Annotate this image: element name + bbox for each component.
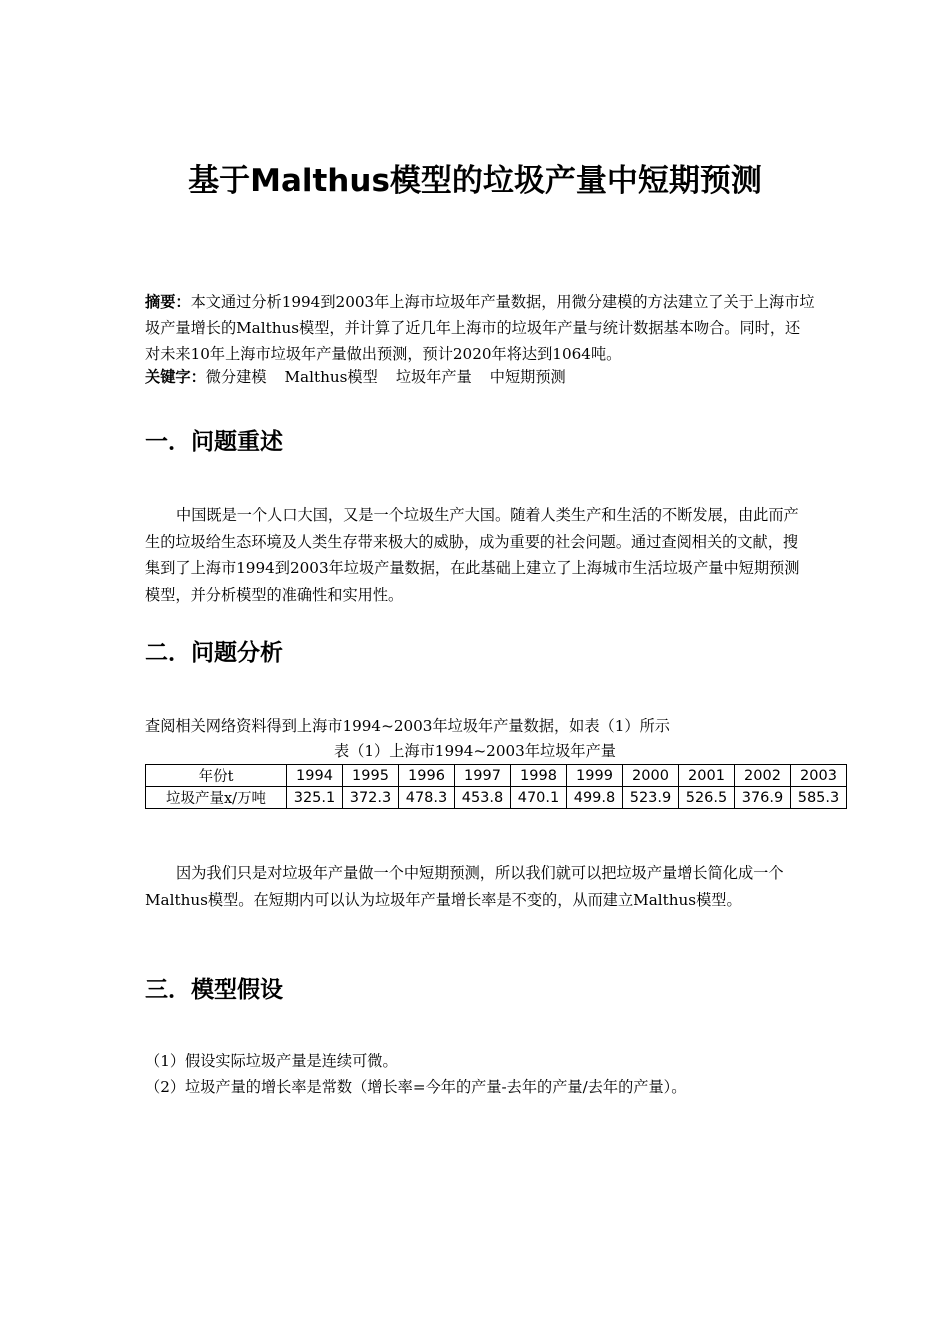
abstract-label: 摘要： <box>145 293 191 311</box>
section-paragraph: 因为我们只是对垃圾年产量做一个中短期预测，所以我们就可以把垃圾产量增长简化成一个Malthus模型。在短期内可以认为垃圾年产量增长率是不变的，从而建立Malthus模型。 <box>145 864 784 909</box>
table-cell: 453.8 <box>455 787 511 809</box>
table-cell: 2002 <box>735 765 791 787</box>
table-cell: 526.5 <box>679 787 735 809</box>
table-cell: 2003 <box>791 765 847 787</box>
assumption-item: （1）假设实际垃圾产量是连续可微。 <box>145 1052 398 1070</box>
document-title: 基于Malthus模型的垃圾产量中短期预测 <box>188 163 762 199</box>
table-cell: 2001 <box>679 765 735 787</box>
table-cell: 2000 <box>623 765 679 787</box>
row-header: 年份t <box>146 765 287 787</box>
data-table <box>145 764 847 809</box>
section-heading: 一．问题重述 <box>145 429 283 455</box>
table-cell: 523.9 <box>623 787 679 809</box>
table-row <box>146 787 847 809</box>
table-caption: 表（1）上海市1994~2003年垃圾年产量 <box>334 742 616 760</box>
abstract <box>145 289 815 367</box>
keywords <box>145 366 815 388</box>
table-cell: 1995 <box>343 765 399 787</box>
table-cell: 478.3 <box>399 787 455 809</box>
keyword: 微分建模 <box>205 368 267 386</box>
table-cell: 1997 <box>455 765 511 787</box>
table-cell: 470.1 <box>511 787 567 809</box>
table-cell: 1998 <box>511 765 567 787</box>
table-cell: 1999 <box>567 765 623 787</box>
keywords-label: 关键字： <box>145 368 206 386</box>
assumption-item: （2）垃圾产量的增长率是常数（增长率=今年的产量-去年的产量/去年的产量）。 <box>145 1078 687 1096</box>
abstract-text: 本文通过分析1994到2003年上海市垃圾年产量数据，用微分建模的方法建立了关于上海市垃圾产量增长的Malthus模型，并计算了近几年上海市的垃圾年产量与统计数据基本吻合。同时，还对未来10年上海市垃圾年产量做出预测，预计2020年将达到1064吨。 <box>145 293 815 363</box>
table-intro: 查阅相关网络资料得到上海市1994~2003年垃圾年产量数据，如表（1）所示 <box>145 717 670 735</box>
table-cell: 585.3 <box>791 787 847 809</box>
table-row <box>146 765 847 787</box>
table-cell: 325.1 <box>287 787 343 809</box>
keyword: Malthus模型 <box>284 368 378 386</box>
table-cell: 1994 <box>287 765 343 787</box>
table-cell: 1996 <box>399 765 455 787</box>
section-paragraph: 中国既是一个人口大国，又是一个垃圾生产大国。随着人类生产和生活的不断发展，由此而产生的垃圾给生态环境及人类生存带来极大的威胁，成为重要的社会问题。通过查阅相关的文献，搜集到了上海市1994到2003年垃圾产量数据，在此基础上建立了上海城市生活垃圾产量中短期预测模型，并分析模型的准确性和实用性。 <box>145 506 800 604</box>
row-header: 垃圾产量x/万吨 <box>146 787 287 809</box>
table-cell: 372.3 <box>343 787 399 809</box>
section-heading: 三．模型假设 <box>145 977 283 1003</box>
table-cell: 376.9 <box>735 787 791 809</box>
keyword: 垃圾年产量 <box>395 368 472 386</box>
section-heading: 二．问题分析 <box>145 640 283 666</box>
table-cell: 499.8 <box>567 787 623 809</box>
keyword: 中短期预测 <box>489 368 566 386</box>
